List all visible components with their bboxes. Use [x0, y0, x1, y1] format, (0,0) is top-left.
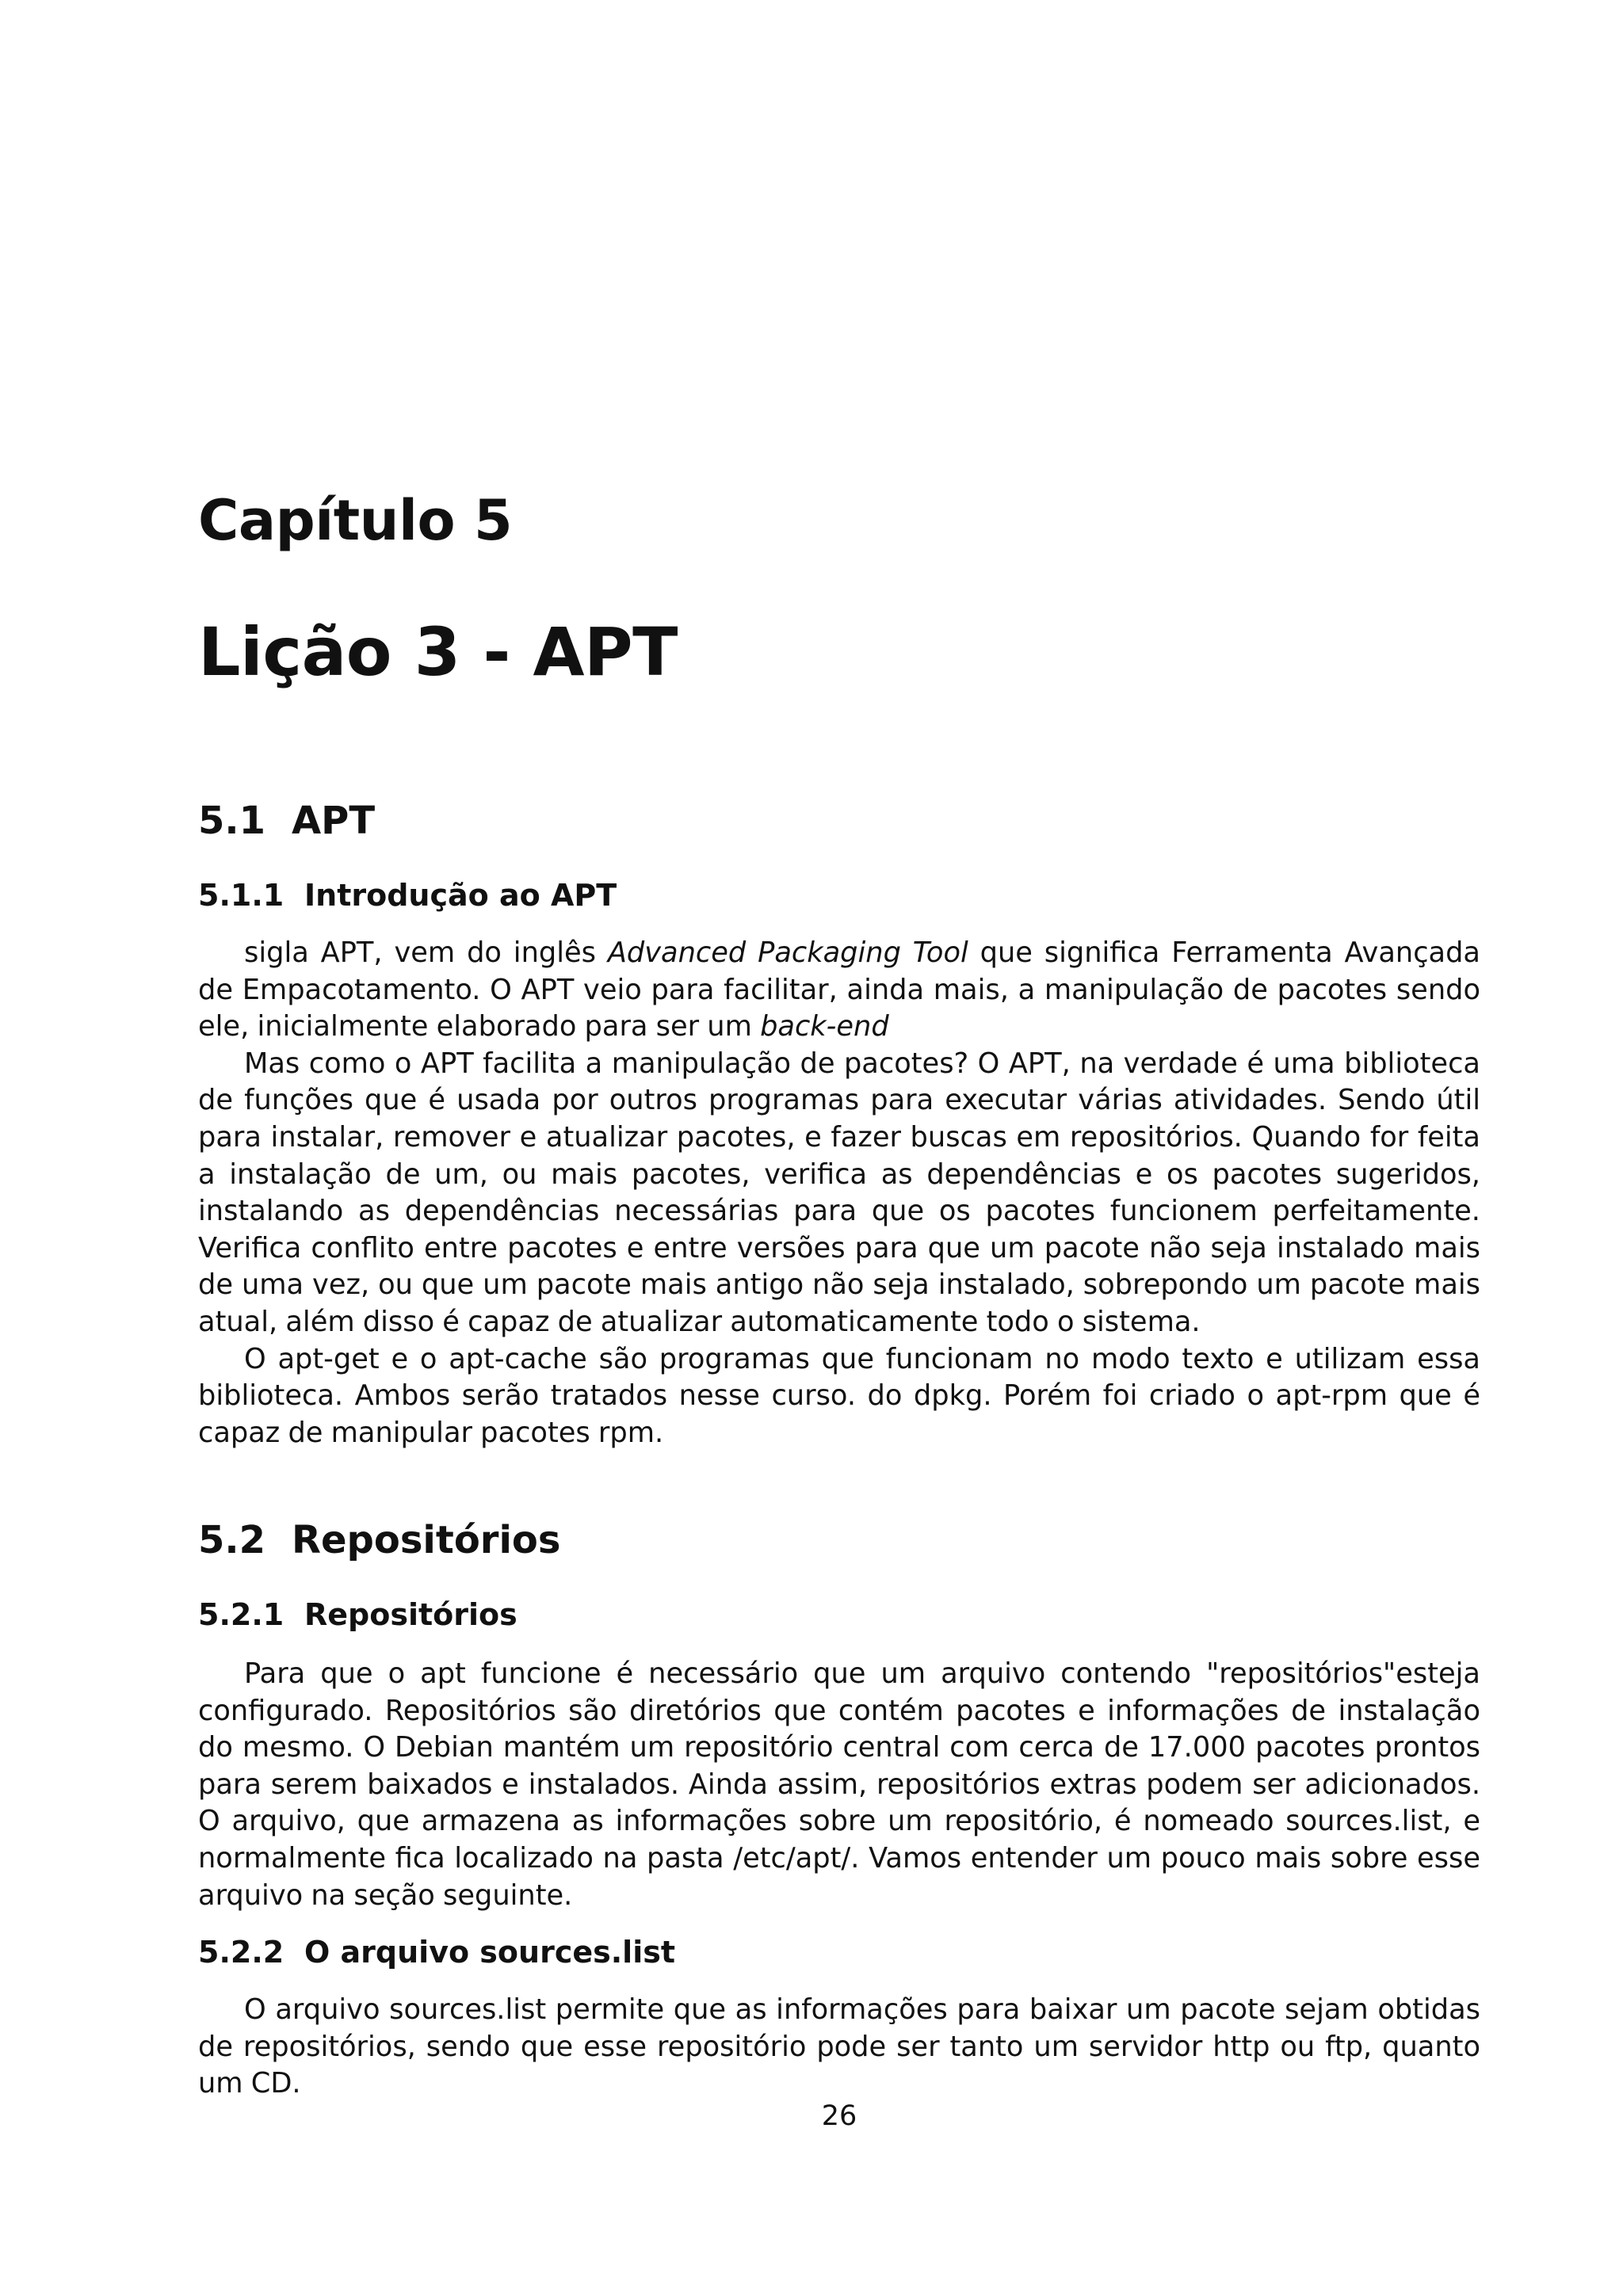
- chapter-label: Capítulo 5: [198, 488, 513, 553]
- repositories-body: [198, 1656, 1480, 1914]
- subsection-number: 5.2.2: [198, 1935, 285, 1970]
- subsection-title: Introdução ao APT: [304, 878, 617, 913]
- subsection-heading-5-1-1: [198, 876, 617, 914]
- subsection-title: Repositórios: [304, 1597, 517, 1632]
- page-number: 26: [821, 2100, 857, 2132]
- term-back-end: back-end: [760, 1010, 889, 1043]
- paragraph: sigla APT, vem do inglês Advanced Packaging Tool que significa Ferramenta Avançada de Empacotamento. O APT veio para facilitar, ainda mais, a manipulação de pacotes sendo ele, inicialmente elaborado para ser um back-end: [198, 936, 1480, 1043]
- section-heading-5-1: [198, 797, 375, 845]
- intro-apt-body: [198, 935, 1480, 1451]
- subsection-title: O arquivo sources.list: [304, 1935, 676, 1970]
- paragraph: O apt-get e o apt-cache são programas que funcionam no modo texto e utilizam essa biblioteca. Ambos serão tratados nesse curso. do dpkg. Porém foi criado o apt-rpm que é capaz de manipular pacotes rpm.: [198, 1342, 1480, 1449]
- subsection-number: 5.1.1: [198, 878, 285, 913]
- paragraph: Para que o apt funcione é necessário que um arquivo contendo "repositórios"esteja configurado. Repositórios são diretórios que contém pacotes e informações de instalação do mesmo. O Debian mantém um repositório central com cerca de 17.000 pacotes prontos para serem baixados e instalados. Ainda assim, repositórios extras podem ser adicionados. O arquivo, que armazena as informações sobre um repositório, é nomeado sources.list, e normalmente fica localizado na pasta /etc/apt/. Vamos entender um pouco mais sobre esse arquivo na seção seguinte.: [198, 1657, 1480, 1912]
- sources-list-body: [198, 1992, 1480, 2103]
- subsection-number: 5.2.1: [198, 1597, 285, 1632]
- document-page: [198, 0, 1480, 2296]
- paragraph: Mas como o APT facilita a manipulação de pacotes? O APT, na verdade é uma biblioteca de funções que é usada por outros programas para executar várias atividades. Sendo útil para instalar, remover e atualizar pacotes, e fazer buscas em repositórios. Quando for feita a instalação de um, ou mais pacotes, verifica as dependências e os pacotes sugeridos, instalando as dependências necessárias para que os pacotes funcionem perfeitamente. Verifica conflito entre pacotes e entre versões para que um pacote não seja instalado mais de uma vez, ou que um pacote mais antigo não seja instalado, sobrepondo um pacote mais atual, além disso é capaz de atualizar automaticamente todo o sistema.: [198, 1047, 1480, 1338]
- section-number: 5.1: [198, 799, 266, 843]
- section-heading-5-2: [198, 1516, 560, 1564]
- paragraph: O arquivo sources.list permite que as informações para baixar um pacote sejam obtidas de repositórios, sendo que esse repositório pode ser tanto um servidor http ou ftp, quanto um CD.: [198, 1993, 1480, 2100]
- section-number: 5.2: [198, 1518, 266, 1562]
- section-title: APT: [292, 799, 376, 843]
- subsection-heading-5-2-2: [198, 1933, 675, 1971]
- subsection-heading-5-2-1: [198, 1596, 517, 1634]
- section-title: Repositórios: [292, 1518, 561, 1562]
- term-advanced-packaging-tool: Advanced Packaging Tool: [607, 936, 968, 969]
- chapter-title: Lição 3 - APT: [198, 613, 678, 691]
